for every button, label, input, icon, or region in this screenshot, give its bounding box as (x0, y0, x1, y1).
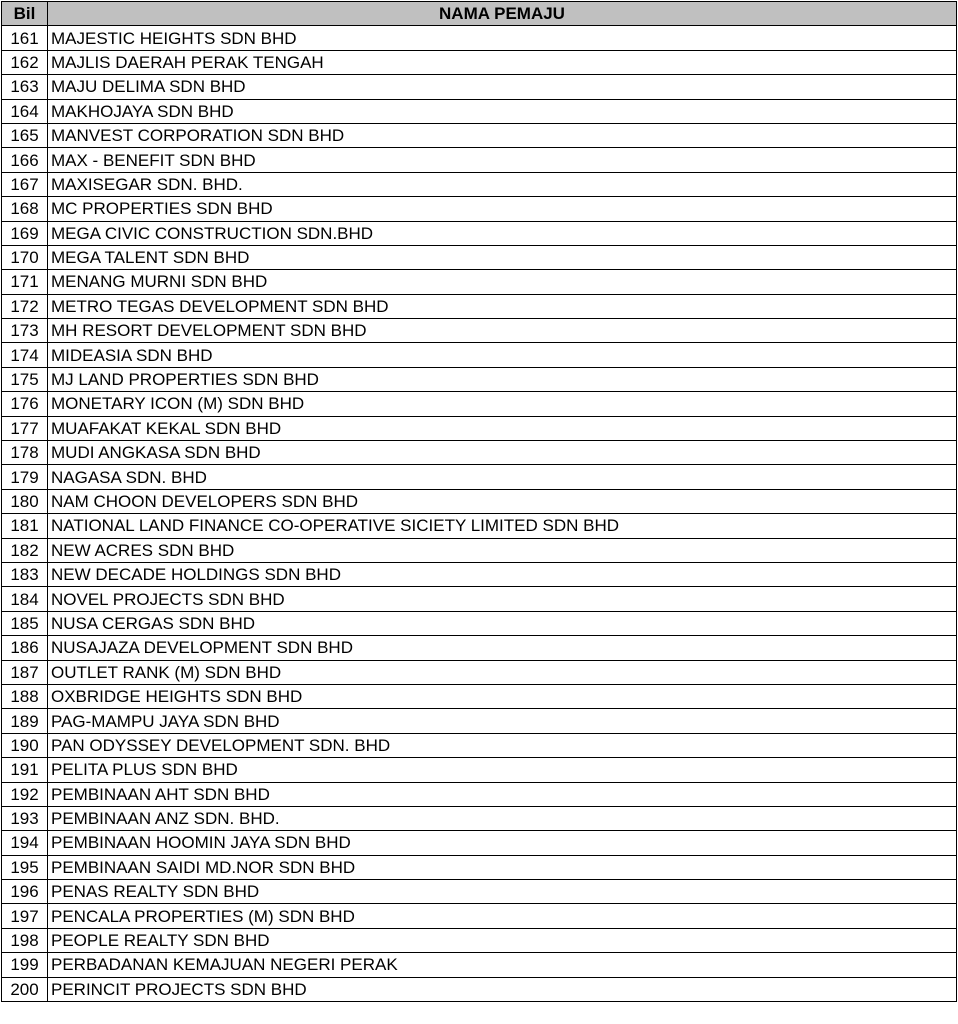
developer-name-cell: MC PROPERTIES SDN BHD (48, 197, 957, 221)
developer-name-cell: PAN ODYSSEY DEVELOPMENT SDN. BHD (48, 733, 957, 757)
row-number-cell: 167 (2, 172, 48, 196)
row-number-cell: 174 (2, 343, 48, 367)
developer-name-cell: PENAS REALTY SDN BHD (48, 880, 957, 904)
table-row (2, 99, 957, 123)
developer-name-cell: NUSA CERGAS SDN BHD (48, 611, 957, 635)
table-row (2, 660, 957, 684)
row-number-cell: 194 (2, 831, 48, 855)
developer-name-cell: MH RESORT DEVELOPMENT SDN BHD (48, 319, 957, 343)
row-number-cell: 172 (2, 294, 48, 318)
developer-name-cell: PEMBINAAN ANZ SDN. BHD. (48, 806, 957, 830)
developer-name-cell: MAJLIS DAERAH PERAK TENGAH (48, 50, 957, 74)
row-number-cell: 200 (2, 977, 48, 1001)
row-number-cell: 164 (2, 99, 48, 123)
developer-name-cell: MAJU DELIMA SDN BHD (48, 75, 957, 99)
table-row (2, 977, 957, 1001)
developer-name-cell: MAKHOJAYA SDN BHD (48, 99, 957, 123)
row-number-cell: 181 (2, 514, 48, 538)
table-row (2, 221, 957, 245)
row-number-cell: 175 (2, 367, 48, 391)
table-row (2, 123, 957, 147)
table-row (2, 172, 957, 196)
table-row (2, 441, 957, 465)
developer-name-cell: METRO TEGAS DEVELOPMENT SDN BHD (48, 294, 957, 318)
row-number-cell: 191 (2, 758, 48, 782)
developer-name-cell: PEMBINAAN HOOMIN JAYA SDN BHD (48, 831, 957, 855)
row-number-cell: 196 (2, 880, 48, 904)
table-row (2, 26, 957, 50)
row-number-cell: 186 (2, 636, 48, 660)
table-row (2, 904, 957, 928)
column-header-nama-pemaju: NAMA PEMAJU (48, 2, 957, 26)
table-row (2, 587, 957, 611)
table-row (2, 709, 957, 733)
table-row (2, 343, 957, 367)
table-row (2, 75, 957, 99)
table-body (2, 26, 957, 1002)
developer-name-cell: MUDI ANGKASA SDN BHD (48, 441, 957, 465)
developer-name-cell: PEMBINAAN AHT SDN BHD (48, 782, 957, 806)
row-number-cell: 171 (2, 270, 48, 294)
row-number-cell: 192 (2, 782, 48, 806)
table-row (2, 880, 957, 904)
developer-name-cell: PELITA PLUS SDN BHD (48, 758, 957, 782)
table-row (2, 684, 957, 708)
table-row (2, 928, 957, 952)
developer-name-cell: NAM CHOON DEVELOPERS SDN BHD (48, 489, 957, 513)
row-number-cell: 195 (2, 855, 48, 879)
developer-name-cell: NOVEL PROJECTS SDN BHD (48, 587, 957, 611)
row-number-cell: 161 (2, 26, 48, 50)
table-row (2, 294, 957, 318)
developer-name-cell: MAX - BENEFIT SDN BHD (48, 148, 957, 172)
developer-name-cell: PAG-MAMPU JAYA SDN BHD (48, 709, 957, 733)
row-number-cell: 166 (2, 148, 48, 172)
developer-name-cell: MANVEST CORPORATION SDN BHD (48, 123, 957, 147)
developer-name-cell: NEW ACRES SDN BHD (48, 538, 957, 562)
row-number-cell: 189 (2, 709, 48, 733)
developer-table (1, 1, 957, 1002)
developer-name-cell: MONETARY ICON (M) SDN BHD (48, 392, 957, 416)
table-row (2, 245, 957, 269)
developer-name-cell: NEW DECADE HOLDINGS SDN BHD (48, 562, 957, 586)
table-row (2, 489, 957, 513)
row-number-cell: 178 (2, 441, 48, 465)
table-row (2, 392, 957, 416)
developer-name-cell: PENCALA PROPERTIES (M) SDN BHD (48, 904, 957, 928)
developer-name-cell: NUSAJAZA DEVELOPMENT SDN BHD (48, 636, 957, 660)
developer-name-cell: OXBRIDGE HEIGHTS SDN BHD (48, 684, 957, 708)
row-number-cell: 193 (2, 806, 48, 830)
developer-name-cell: PEOPLE REALTY SDN BHD (48, 928, 957, 952)
table-row (2, 831, 957, 855)
row-number-cell: 165 (2, 123, 48, 147)
row-number-cell: 198 (2, 928, 48, 952)
developer-name-cell: MEGA CIVIC CONSTRUCTION SDN.BHD (48, 221, 957, 245)
table-row (2, 538, 957, 562)
table-row (2, 953, 957, 977)
table-row (2, 148, 957, 172)
table-row (2, 806, 957, 830)
row-number-cell: 170 (2, 245, 48, 269)
developer-name-cell: NATIONAL LAND FINANCE CO-OPERATIVE SICIETY LIMITED SDN BHD (48, 514, 957, 538)
table-row (2, 855, 957, 879)
developer-name-cell: MJ LAND PROPERTIES SDN BHD (48, 367, 957, 391)
row-number-cell: 179 (2, 465, 48, 489)
developer-name-cell: PERINCIT PROJECTS SDN BHD (48, 977, 957, 1001)
developer-name-cell: MENANG MURNI SDN BHD (48, 270, 957, 294)
row-number-cell: 173 (2, 319, 48, 343)
row-number-cell: 197 (2, 904, 48, 928)
row-number-cell: 185 (2, 611, 48, 635)
table-row (2, 270, 957, 294)
table-row (2, 636, 957, 660)
row-number-cell: 182 (2, 538, 48, 562)
table-row (2, 367, 957, 391)
row-number-cell: 180 (2, 489, 48, 513)
table-row (2, 514, 957, 538)
row-number-cell: 169 (2, 221, 48, 245)
developer-name-cell: NAGASA SDN. BHD (48, 465, 957, 489)
developer-name-cell: OUTLET RANK (M) SDN BHD (48, 660, 957, 684)
row-number-cell: 199 (2, 953, 48, 977)
table-row (2, 782, 957, 806)
table-row (2, 416, 957, 440)
developer-name-cell: PEMBINAAN SAIDI MD.NOR SDN BHD (48, 855, 957, 879)
row-number-cell: 168 (2, 197, 48, 221)
table-row (2, 50, 957, 74)
row-number-cell: 184 (2, 587, 48, 611)
row-number-cell: 183 (2, 562, 48, 586)
developer-name-cell: MEGA TALENT SDN BHD (48, 245, 957, 269)
table-row (2, 758, 957, 782)
table-row (2, 319, 957, 343)
table-row (2, 733, 957, 757)
developer-name-cell: MIDEASIA SDN BHD (48, 343, 957, 367)
table-header-row (2, 2, 957, 26)
table-row (2, 562, 957, 586)
row-number-cell: 163 (2, 75, 48, 99)
table-row (2, 465, 957, 489)
developer-name-cell: MUAFAKAT KEKAL SDN BHD (48, 416, 957, 440)
row-number-cell: 162 (2, 50, 48, 74)
column-header-bil: Bil (2, 2, 48, 26)
table-row (2, 197, 957, 221)
developer-name-cell: PERBADANAN KEMAJUAN NEGERI PERAK (48, 953, 957, 977)
developer-name-cell: MAJESTIC HEIGHTS SDN BHD (48, 26, 957, 50)
developer-name-cell: MAXISEGAR SDN. BHD. (48, 172, 957, 196)
row-number-cell: 187 (2, 660, 48, 684)
row-number-cell: 190 (2, 733, 48, 757)
row-number-cell: 188 (2, 684, 48, 708)
table-row (2, 611, 957, 635)
row-number-cell: 177 (2, 416, 48, 440)
row-number-cell: 176 (2, 392, 48, 416)
